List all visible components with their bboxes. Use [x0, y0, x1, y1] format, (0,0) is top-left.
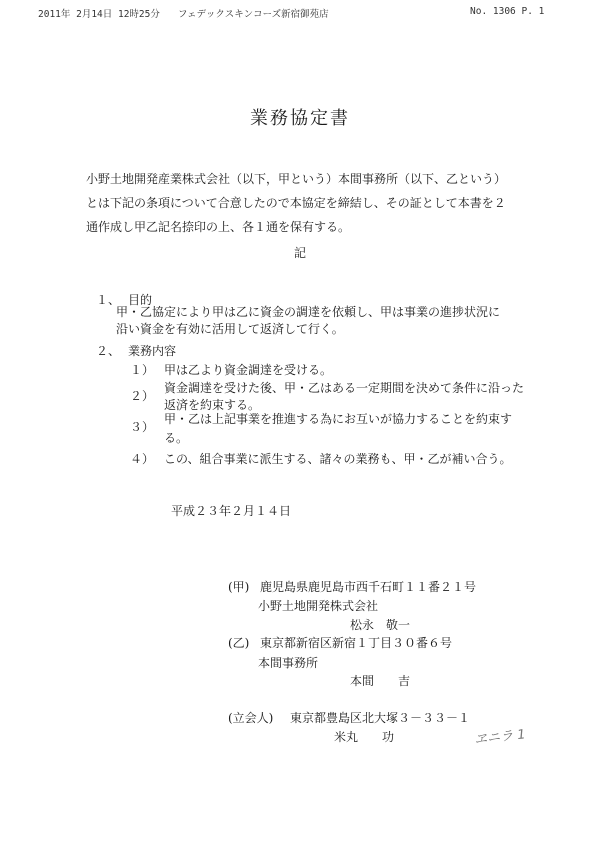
section-heading-purpose: 目的 [128, 293, 153, 307]
party-b-person: 本間 吉 [350, 674, 411, 688]
party-a-label: (甲) [228, 580, 250, 594]
section-heading-business: 業務内容 [128, 344, 177, 358]
section-line: 沿い資金を有効に活用して返済して行く。 [116, 322, 344, 336]
ki-heading: 記 [293, 246, 306, 260]
fax-page-number: No. 1306 P. 1 [470, 6, 545, 17]
agreement-date: 平成２３年２月１４日 [171, 504, 292, 518]
section-line: 甲・乙協定により甲は乙に資金の調達を依頼し、甲は事業の進捗状況に [116, 305, 501, 319]
witness-address: 東京都豊島区北大塚３－３３－１ [290, 711, 471, 725]
witness-person: 米丸 功 [334, 730, 395, 744]
document-title: 業務協定書 [250, 108, 350, 129]
item-number: １） [130, 363, 155, 377]
item-line: 資金調達を受けた後、甲・乙はある一定期間を決めて条件に沿った [164, 381, 525, 395]
intro-line: とは下記の条項について合意したので本協定を締結し、その証として本書を２ [86, 196, 506, 210]
section-number: ２、 [96, 344, 121, 358]
item-line: 返済を約束する。 [164, 398, 261, 412]
party-b-company: 本間事務所 [258, 656, 319, 670]
witness-label: (立会人) [228, 711, 274, 725]
item-number: ２） [130, 389, 155, 403]
intro-line: 通作成し甲乙記名捺印の上、各１通を保有する。 [86, 220, 351, 234]
party-b-address: 東京都新宿区新宿１丁目３０番６号 [260, 636, 453, 650]
intro-paragraph [86, 167, 526, 239]
section-number: １、 [96, 293, 121, 307]
item-number: ４） [130, 452, 155, 466]
party-a-address: 鹿児島県鹿児島市西千石町１１番２１号 [260, 580, 477, 594]
party-a-person: 松永 敬一 [350, 618, 411, 632]
fax-timestamp: 2011年 2月14日 12時25分 [38, 9, 160, 20]
intro-line: 小野土地開発産業株式会社（以下，甲という）本間事務所（以下、乙という） [86, 172, 507, 186]
item-line: 甲は乙より資金調達を受ける。 [164, 363, 333, 377]
party-b-label: (乙) [228, 636, 250, 650]
item-line: る。 [164, 431, 189, 445]
party-a-company: 小野土地開発株式会社 [258, 599, 379, 613]
fax-sender: フェデックスキンコーズ新宿御苑店 [178, 9, 329, 20]
handwritten-signature: ヱニラ 1 [473, 727, 527, 748]
item-line: この、組合事業に派生する、諸々の業務も、甲・乙が補い合う。 [164, 452, 512, 466]
item-number: ３） [130, 420, 155, 434]
item-line: 甲・乙は上記事業を推進する為にお互いが協力することを約束す [164, 412, 513, 426]
